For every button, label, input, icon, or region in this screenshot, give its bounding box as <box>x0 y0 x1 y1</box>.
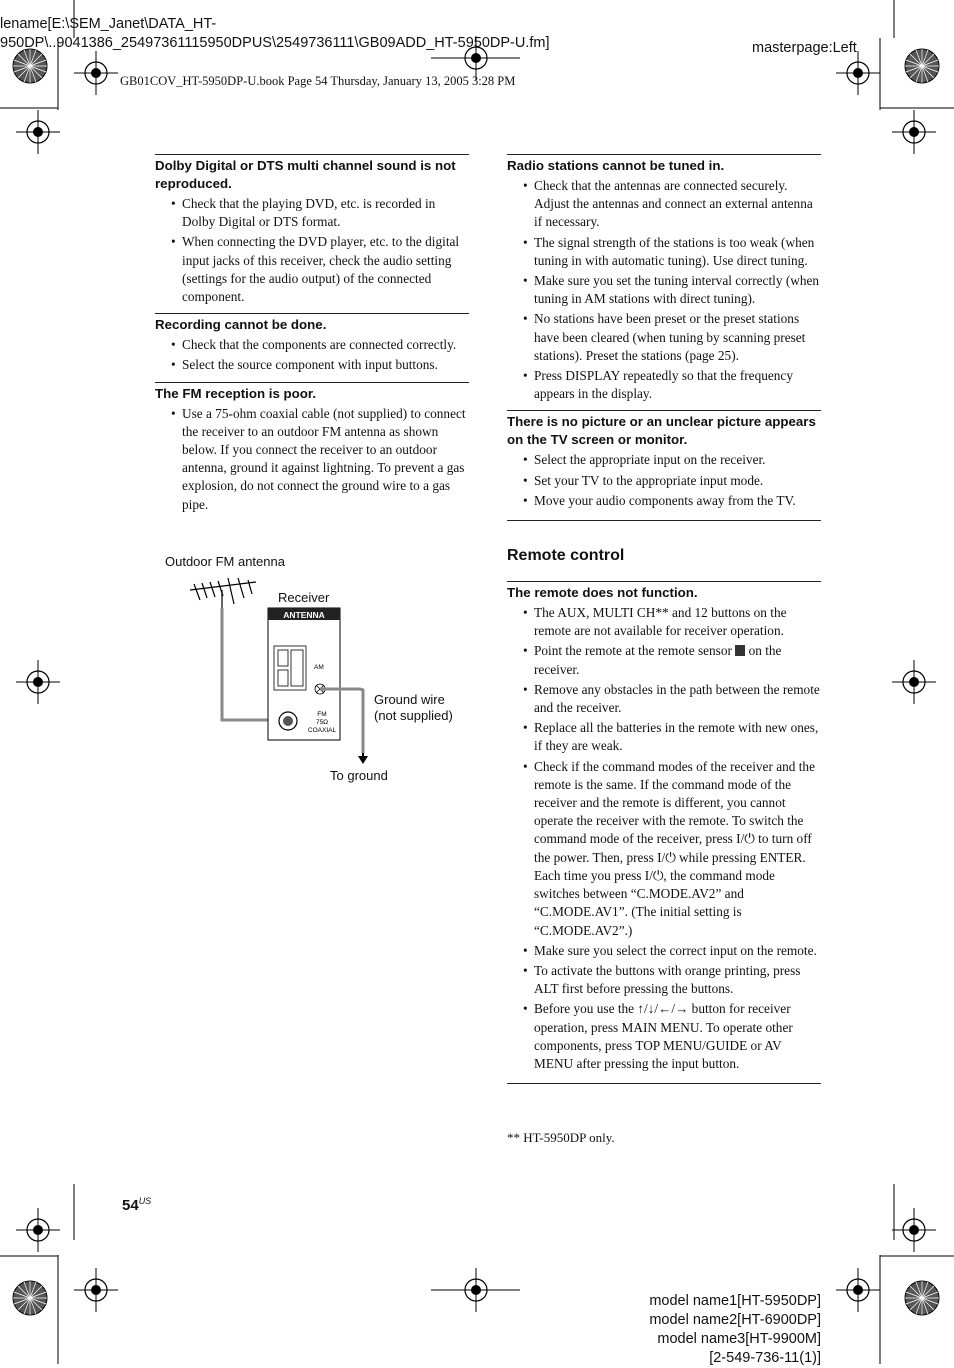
list-item: • No stations have been preset or the preset stations have been cleared (when tuning by scanning preset stations). Preset the stations (page 25). <box>507 310 821 365</box>
bullet-list <box>507 604 821 1073</box>
page-number <box>122 1196 151 1214</box>
section-title: There is no picture or an unclear picture appears on the TV screen or monitor. <box>507 414 816 448</box>
book-line: GB01COV_HT-5950DP-U.book Page 54 Thursday, January 13, 2005 3:28 PM <box>120 74 516 88</box>
footnote: ** HT-5950DP only. <box>507 1130 615 1145</box>
section-fm-reception <box>155 382 469 514</box>
arrow-down-icon <box>358 756 368 764</box>
remote-sensor-icon <box>735 645 745 656</box>
list-item: • Select the source component with input buttons. <box>155 356 469 374</box>
list-item: • Set your TV to the appropriate input mode. <box>507 472 821 490</box>
list-item: • Use a 75-ohm coaxial cable (not supplied) to connect the receiver to an outdoor FM antenna as shown below. If you connect the receiver to an outdoor antenna, ground it against lightning. To prevent a gas explosion, do not connect the ground wire to a gas pipe. <box>155 405 469 514</box>
list-item: • Before you use the ↑/↓/←/→ button for receiver operation, press MAIN MENU. To operate other components, press TOP MENU/GUIDE or AV MENU after pressing the input button. <box>507 1000 821 1073</box>
section-no-picture <box>507 410 821 521</box>
fm-ohm-label: 75Ω <box>315 719 329 726</box>
list-item: • Check if the command modes of the receiver and the remote is the same. If the command mode of the receiver and the remote is different, you cannot operate the receiver with the remote. To switch the command mode of the receiver, press I/⏻ to turn off the power. Then, press I/⏻ while pressing ENTER. Each time you press I/⏻, the command mode switches between “C.MODE.AV2” and “C.MODE.AV1”. (The initial setting is “C.MODE.AV2”.) <box>507 758 821 940</box>
bullet-list <box>155 336 469 374</box>
outdoor-antenna-label: Outdoor FM antenna <box>165 554 285 569</box>
receiver-label: Receiver <box>278 590 330 605</box>
masterpage-label: masterpage:Left <box>752 40 857 56</box>
list-item <box>507 642 821 678</box>
model-names <box>649 1292 821 1368</box>
list-item: • When connecting the DVD player, etc. to the digital input jacks of this receiver, check the audio setting (settings for the audio output) of the connected component. <box>155 233 469 306</box>
list-item: • The signal strength of the stations is too weak (when tuning in with automatic tuning). Use direct tuning. <box>507 234 821 270</box>
list-item: • Check that the antennas are connected securely. Adjust the antennas and connect an external antenna if necessary. <box>507 177 821 232</box>
am-label: AM <box>314 664 324 671</box>
list-item: • Select the appropriate input on the receiver. <box>507 451 821 469</box>
filename-line-2: 950DP\..9041386_25497361115950DPUS\2549736111\GB09ADD_HT-5950DP-U.fm] <box>0 35 550 51</box>
to-ground-label: To ground <box>330 768 388 783</box>
section-dolby-dts <box>155 154 469 306</box>
ground-wire-line-2: (not supplied) <box>374 708 453 723</box>
list-item: • Check that the components are connected correctly. <box>155 336 469 354</box>
list-item: • Check that the playing DVD, etc. is recorded in Dolby Digital or DTS format. <box>155 195 469 231</box>
bullet-list <box>155 195 469 306</box>
page-number-value: 54 <box>122 1197 139 1214</box>
list-item: • The AUX, MULTI CH** and 12 buttons on the remote are not available for receiver operation. <box>507 604 821 640</box>
section-title: The remote does not function. <box>507 585 698 601</box>
fm-antenna-diagram <box>160 548 480 798</box>
fm-label: FM <box>317 711 327 718</box>
list-item: • Move your audio components away from the TV. <box>507 492 821 510</box>
list-item: • Replace all the batteries in the remote with new ones, if they are weak. <box>507 719 821 755</box>
list-item-text: Point the remote at the remote sensor <box>534 643 732 659</box>
bullet-list <box>507 451 821 510</box>
list-item: • Remove any obstacles in the path between the remote and the receiver. <box>507 681 821 717</box>
section-radio-tuning <box>507 154 821 403</box>
remote-control-heading: Remote control <box>507 547 625 565</box>
page-suffix: US <box>138 1196 152 1206</box>
filename-header <box>0 15 600 53</box>
model-name-1: model name1[HT-5950DP] <box>649 1293 821 1309</box>
section-title: The FM reception is poor. <box>155 385 317 401</box>
list-item: • Make sure you select the correct input on the remote. <box>507 942 821 960</box>
part-number: [2-549-736-11(1)] <box>709 1350 821 1366</box>
section-title: Recording cannot be done. <box>155 317 327 333</box>
list-item: • Make sure you set the tuning interval correctly (when tuning in AM stations with direct tuning). <box>507 272 821 308</box>
section-remote-not-function <box>507 581 821 1084</box>
bullet-list <box>507 177 821 403</box>
bullet-list <box>155 405 469 514</box>
filename-line-1: lename[E:\SEM_Janet\DATA_HT- <box>0 16 217 32</box>
right-column <box>507 154 821 1084</box>
model-name-2: model name2[HT-6900DP] <box>649 1312 821 1328</box>
model-name-3: model name3[HT-9900M] <box>657 1331 821 1347</box>
list-item: • To activate the buttons with orange printing, press ALT first before pressing the buttons. <box>507 962 821 998</box>
ground-wire-line-1: Ground wire <box>374 692 445 707</box>
list-item: • Press DISPLAY repeatedly so that the frequency appears in the display. <box>507 367 821 403</box>
fm-coaxial-label: COAXIAL <box>307 727 337 734</box>
antenna-panel-label: ANTENNA <box>283 610 325 620</box>
section-title: Radio stations cannot be tuned in. <box>507 158 725 173</box>
section-title: Dolby Digital or DTS multi channel sound is not reproduced. <box>155 158 456 191</box>
antenna-drawing <box>160 548 480 798</box>
left-column <box>155 154 469 521</box>
list-item-text: on the receiver. <box>534 643 782 677</box>
section-recording <box>155 313 469 374</box>
